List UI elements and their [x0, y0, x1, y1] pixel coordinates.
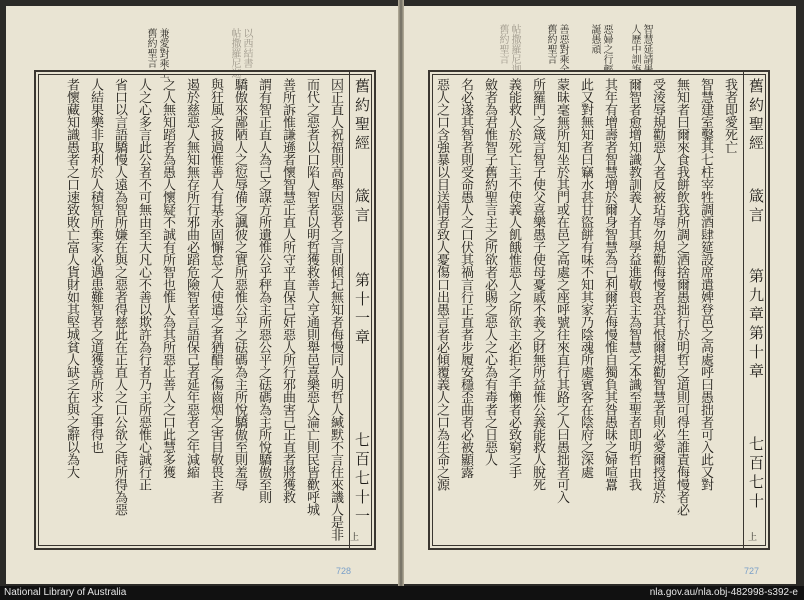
left-col-12: 者懷藏知識愚者之口速致敗亡富人貨財如其堅城貧人缺乏在與之辭以為大 — [64, 78, 79, 478]
left-page-tab: 上 — [350, 533, 360, 543]
right-col-11: 斂者為君惟智子舊約聖言主之所欲者必賜之惡人之心為有毒者之日惡人 — [482, 78, 497, 466]
left-stamp: 728 — [336, 566, 352, 576]
left-header-note-2: 舊約聖言 — [145, 28, 156, 68]
right-col-2: 智慧建室鑿其七柱宰牲調酒肆筵設席遣婢登邑之高處呼曰愚拙者可入此又對 — [698, 78, 713, 491]
left-col-8: 之人無知蹈者為愚人懷疑不誠有所智也惟人為其所惡止善人之口此慧多獲 — [160, 78, 175, 478]
right-page-tab: 上 — [748, 533, 758, 543]
right-col-5: 爾智者愈增知識教訓義人者其學益進敬畏主為智慧之本識至聖者即明哲由我 — [626, 78, 641, 491]
right-header-note-5: 善惡對乘全 — [557, 24, 568, 74]
right-col-8: 蒙昧毫無所知坐於其門或在邑之高處之座呼號往來直行其路之人曰愚拙者可入 — [554, 78, 569, 503]
footer-identifier: nla.gov.au/nla.obj-482998-s392-e — [649, 587, 798, 598]
right-col-1: 我者即愛死亡 — [722, 78, 737, 153]
right-col-10: 義能救人於死亡主不使義人飢餓惟惡人之所欲主必拒之手懶者必致窮乏手 — [506, 78, 521, 478]
right-section: 箴言 — [747, 188, 765, 226]
footer-library: National Library of Australia — [4, 587, 127, 598]
right-header-note-1: 智慧延請愚 — [641, 24, 652, 74]
right-page-number: 七百七十 — [747, 436, 765, 512]
left-col-5: 驕傲來鄙陋人之愆辱備之諷彼之實所惡惟公平之砝碼為主所悅驕傲至則羞辱 — [232, 78, 247, 491]
left-header-note-faint-2: 帖撒羅尼迦 — [229, 28, 240, 78]
left-col-6: 與狂風之披過惟善人有基永固懈怠之人使遣之者猶醋之傷齒烟之害目敬畏主者 — [208, 78, 223, 503]
right-book-title: 舊約聖經 — [747, 78, 765, 154]
left-chapter: 第十一章 — [353, 272, 371, 348]
left-col-10: 省口以言語驕慢人遠為智所嫌在與之惡者得慈此在正直人之口公欲之時所得為惡 — [112, 78, 127, 516]
left-col-11: 人結果樂非取利於人積智所棄家必遇患難智者之道獲善所求之事得也 — [88, 78, 103, 453]
right-col-13: 惡人之口含強暴以目送情者致人憂傷口出愚言者必傾覆義人之口為生命之源 — [434, 78, 449, 491]
right-col-12: 名必遂其智者則受命愚人之口伏其禍言行正直者步履安穩歪曲者必被顯露 — [458, 78, 473, 478]
right-header-note-4: 誕愚頑 — [589, 24, 600, 54]
left-col-2: 而代之惡者以口陷人智者以明哲獲救善人亨通則舉邑喜樂惡人淪亡則民皆歡呼城 — [304, 78, 319, 516]
left-col-3: 善所訴惟謙遜者懷智慧正直人所守平直保己奸惡人所行邪曲害己正直者將獲救 — [280, 78, 295, 503]
right-header-note-3: 惡婦之行輕 — [601, 24, 612, 74]
left-book-title: 舊約聖經 — [353, 78, 371, 154]
right-header-note-faint-2: 舊約聖言 — [497, 24, 508, 64]
left-col-9: 人之心多言此公者不可無由至大凡心不善以欺許為行者乃主所惡惟心誠行正 — [136, 78, 151, 491]
right-header-note-6: 舊約聖言 — [545, 24, 556, 64]
left-col-1: 因正直人祝福則高舉因惡者之言則傾圮無知者侮慢同人明哲人緘默不言往來譏人是非 — [328, 78, 343, 541]
right-title-separator — [743, 72, 744, 548]
right-col-4: 受淩辱規勸惡人者反被玷辱勿規勸侮慢者恐其恨爾規勸智慧者則必愛爾授道於 — [650, 78, 665, 503]
right-col-6: 其年有增壽者智慧增於爾身智慧為己利爾若侮慢惟自獨負其咎愚昧之婦喧囂 — [602, 78, 617, 491]
right-text-frame — [428, 70, 770, 550]
left-header-note-1: 兼愛對乘全 — [157, 28, 168, 78]
right-header-note-2: 人歷中訓誨 — [629, 24, 640, 74]
right-chapter: 第九章第十章 — [747, 268, 765, 382]
right-col-9: 所羅門之箴言智子使父喜樂愚子使母憂戚不義之財無所益惟公義能救人脫死 — [530, 78, 545, 491]
left-page-number: 七百七十一 — [353, 432, 371, 527]
left-header-note-faint-1: 以西結書 — [241, 28, 252, 68]
left-page — [6, 6, 398, 584]
left-col-7: 遏於慈惡人無知無存所行邪曲必蹈危險智者言語保己者延年惡者之年減縮 — [184, 78, 199, 478]
right-stamp: 727 — [744, 566, 760, 576]
left-text-frame — [34, 70, 376, 550]
left-col-4: 謂有智正直人為己之謀方所遺惟公乎秤為主所惡公平之砝碼為主所悅驕傲至則 — [256, 78, 271, 503]
right-header-note-faint-1: 帖撒羅尼迦 — [509, 24, 520, 74]
left-title-separator — [349, 72, 350, 548]
right-col-3: 無知者曰爾來食我餅飲我所調之酒捨爾愚拙行於明哲之道則可得生誰責侮慢者必 — [674, 78, 689, 516]
right-col-7: 此又對無知者曰竊水甚甘盜餅有味不知其家乃陰魂所處賓客在陰府之深處 — [578, 78, 593, 478]
right-page — [404, 6, 796, 584]
left-section: 箴言 — [353, 188, 371, 226]
archive-footer — [0, 586, 804, 600]
